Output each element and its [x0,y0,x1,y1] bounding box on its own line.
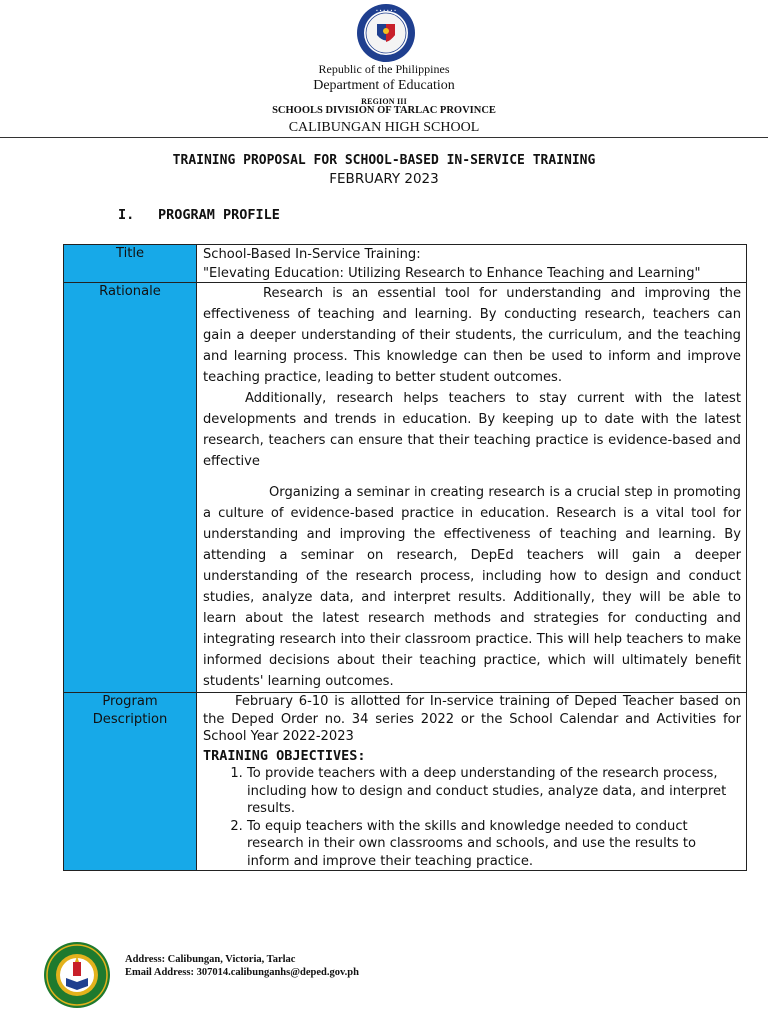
title-cell [197,245,747,283]
document-date: FEBRUARY 2023 [329,171,439,187]
objectives-list [203,765,741,870]
title-label: Title [64,245,197,283]
header-school: CALIBUNGAN HIGH SCHOOL [288,120,480,135]
description-cell [197,693,747,871]
rationale-cell [197,283,747,693]
footer-email: Email Address: 307014.calibunganhs@deped.gov.ph [125,967,359,978]
header-divider [0,137,768,138]
rationale-paragraph: Research is an essential tool for understanding and improving the effectiveness of teaching and learning. By conducting research, teachers can gain a deeper understanding of their students, the curriculum, and the teaching and learning process. This knowledge can then be used to inform and improve teaching practice, leading to better student outcomes. [203,286,741,385]
document-title: TRAINING PROPOSAL FOR SCHOOL-BASED IN-SERVICE TRAINING [172,153,596,168]
objectives-heading: TRAINING OBJECTIVES: [203,747,366,764]
list-item: 1. To provide teachers with a deep understanding of the research process, including how to design and conduct studies, analyze data, and interpret results. [247,765,741,818]
header-republic: Republic of the Philippines [318,62,450,76]
table-row [64,693,747,871]
header-department: Department of Education [313,78,455,93]
program-profile-table [63,244,747,871]
table-row [64,245,747,283]
table-row [64,283,747,693]
school-seal-icon [42,940,112,1010]
rationale-paragraph: Organizing a seminar in creating research is a crucial step in promoting a culture of evidence-based practice in education. Research is a vital tool for understanding and improving the effectiveness of teaching and learning. By attending a seminar on research, DepEd teachers will gain a deeper understanding of the research process, including how to design and conduct studies, analyze data, and interpret results. Additionally, they will be able to learn about the latest research methods and strategies for conducting and integrating research into their classroom practice. This will help teachers to make informed decisions about their teaching practice, which will ultimately benefit students' learning outcomes. [203,485,741,689]
deped-seal-icon [355,2,417,64]
section-title: PROGRAM PROFILE [158,207,280,223]
section-number: I. [118,207,135,223]
header-region: REGION III [361,97,407,106]
footer-contact [125,953,359,979]
header-division: SCHOOLS DIVISION OF TARLAC PROVINCE [272,105,496,116]
svg-text:• • • • • •: • • • • • • [375,8,397,13]
title-line-2: "Elevating Education: Utilizing Research to Enhance Teaching and Learning" [203,265,701,281]
description-label: Program Description [64,693,197,871]
footer-address: Address: Calibungan, Victoria, Tarlac [125,954,296,965]
title-line-1: School-Based In-Service Training: [203,247,421,262]
rationale-paragraph: Additionally, research helps teachers to stay current with the latest developments and trends in education. By keeping up to date with the latest research, teachers can ensure that their teaching practice is evidence-based and effective [203,391,741,469]
list-item: 2. To equip teachers with the skills and knowledge needed to conduct research in their own classrooms and schools, and use the results to inform and improve their teaching practice. [247,818,741,871]
rationale-label: Rationale [64,283,197,693]
section-heading [118,207,280,223]
description-intro: February 6-10 is allotted for In-service training of Deped Teacher based on the Deped Order no. 34 series 2022 or the School Calendar and Activities for School Year 2022-2023 [203,694,741,744]
